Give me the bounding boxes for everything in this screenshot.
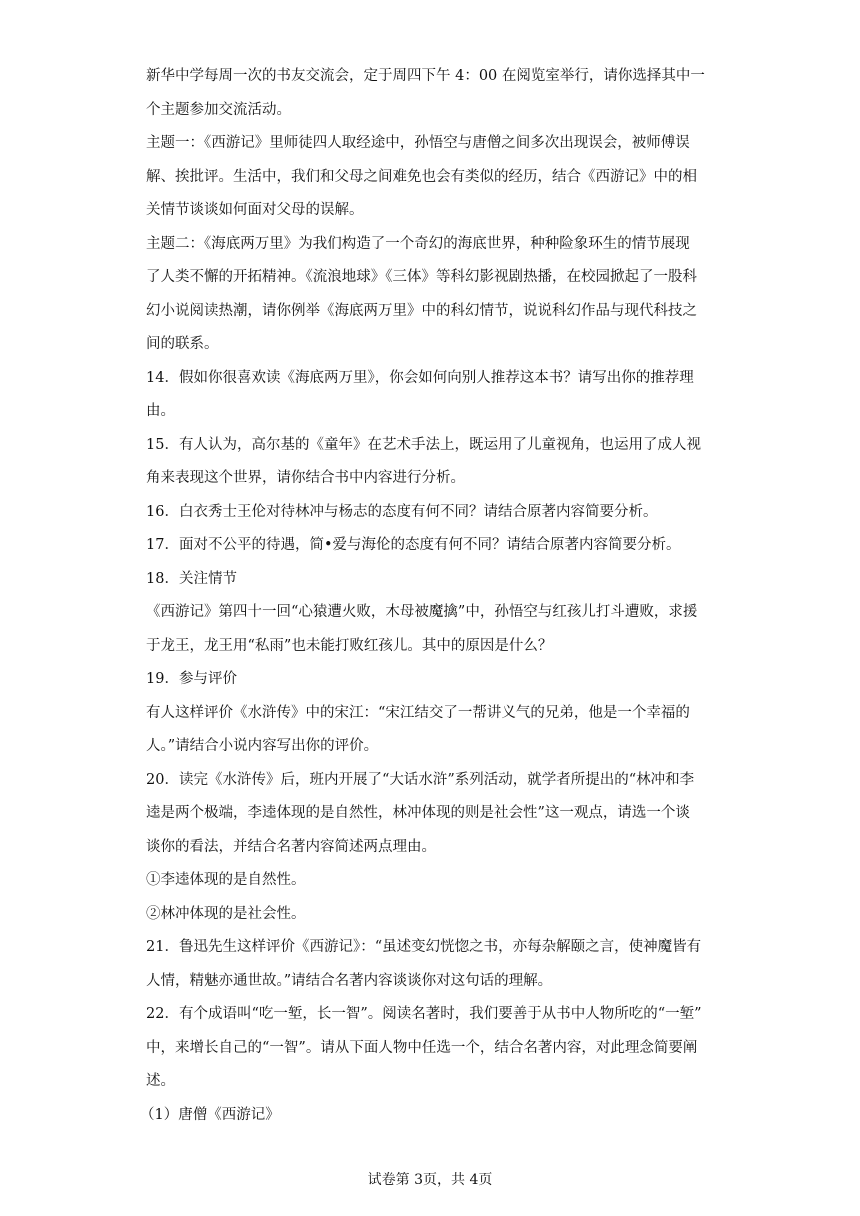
text-line: 14．假如你很喜欢读《海底两万里》，你会如何向别人推荐这本书？请写出你的推荐理: [146, 369, 694, 386]
text-line: 人。”请结合小说内容写出你的评价。: [146, 738, 379, 754]
page-footer: 试卷第 3页，共 4页: [367, 1172, 493, 1188]
text-line: 幻小说阅读热潮，请你例举《海底两万里》中的科幻情节，说说科幻作品与现代科技之: [146, 302, 697, 319]
text-line: 个主题参加交流活动。: [146, 101, 291, 118]
text-line: 17．面对不公平的待遇，简•爱与海伦的态度有何不同？请结合原著内容简要分析。: [146, 537, 681, 553]
text-line: 22．有个成语叫“吃一堑，长一智”。阅读名著时，我们要善于从书中人物所吃的“一堑”: [146, 1006, 702, 1022]
text-line: 于龙王，龙王用“私雨”也未能打败红孩儿。其中的原因是什么？: [146, 637, 553, 654]
page-body: [140, 64, 720, 1136]
text-line: 角来表现这个世界，请你结合书中内容进行分析。: [146, 470, 465, 486]
text-line: 人情，精魅亦通世故。”请结合名著内容谈谈你对这句话的理解。: [146, 972, 553, 989]
text-line: 21．鲁迅先生这样评价《西游记》：“虽述变幻恍惚之书，亦每杂解颐之言，使神魔皆有: [146, 939, 702, 955]
text-line: 16．白衣秀士王伦对待林冲与杨志的态度有何不同？请结合原著内容简要分析。: [146, 503, 658, 520]
text-line: ②林冲体现的是社会性。: [146, 905, 306, 922]
text-line: 主题一：《西游记》里师徒四人取经途中，孙悟空与唐僧之间多次出现误会，被师傅误: [146, 135, 690, 151]
text-line: ①李逵体现的是自然性。: [146, 872, 306, 888]
text-line: 述。: [146, 1073, 175, 1089]
text-line: 新华中学每周一次的书友交流会，定于周四下午 4：00 在阅览室举行，请你选择其中一: [146, 68, 705, 84]
text-line: 关情节谈谈如何面对父母的误解。: [146, 202, 364, 218]
text-line: 《西游记》第四十一回“心猿遭火败，木母被魔擒”中，孙悟空与红孩儿打斗遭败，求援: [146, 604, 698, 620]
text-line: （1）唐僧《西游记》: [140, 1106, 280, 1123]
text-line: 18．关注情节: [146, 570, 237, 587]
text-line: 解、挨批评。生活中，我们和父母之间难免也会有类似的经历，结合《西游记》中的相: [146, 168, 697, 185]
text-line: 了人类不懈的开拓精神。《流浪地球》《三体》等科幻影视剧热播，在校园掀起了一股科: [146, 269, 697, 285]
text-line: 15．有人认为，高尔基的《童年》在艺术手法上，既运用了儿童视角，也运用了成人视: [146, 436, 701, 453]
text-line: 谈你的看法，并结合名著内容简述两点理由。: [146, 838, 436, 855]
text-line: 间的联系。: [146, 336, 219, 352]
text-line: 由。: [146, 403, 175, 419]
text-line: 逵是两个极端，李逵体现的是自然性，林冲体现的则是社会性”这一观点，请选一个谈: [146, 805, 690, 821]
text-line: 20．读完《水浒传》后，班内开展了“大话水浒”系列活动，就学者所提出的“林冲和李: [146, 771, 695, 788]
text-line: 19．参与评价: [146, 671, 237, 687]
text-line: 有人这样评价《水浒传》中的宋江：“宋江结交了一帮讲义气的兄弟，他是一个幸福的: [146, 704, 690, 721]
text-line: 主题二：《海底两万里》为我们构造了一个奇幻的海底世界，种种险象环生的情节展现: [146, 235, 690, 252]
text-line: 中，来增长自己的“一智”。请从下面人物中任选一个，结合名著内容，对此理念简要阐: [146, 1039, 698, 1056]
